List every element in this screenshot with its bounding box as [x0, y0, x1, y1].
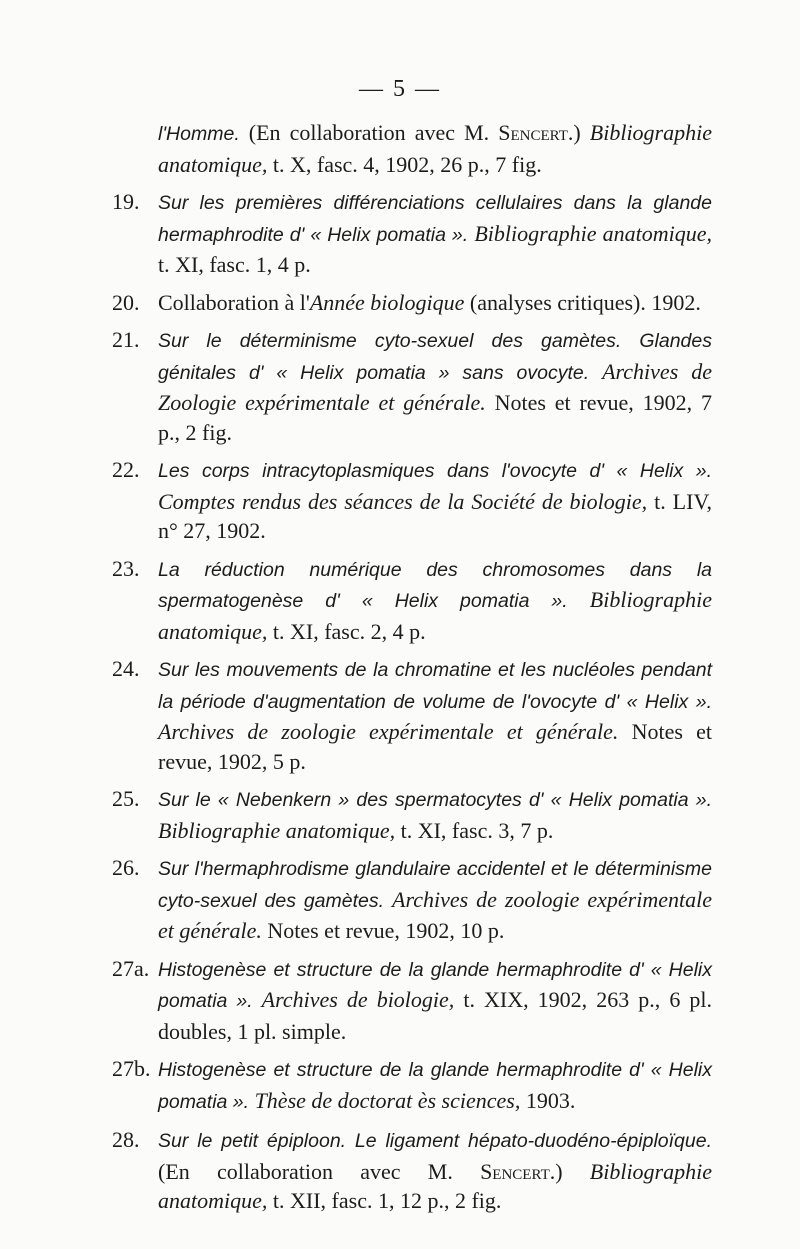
entry-title: Les corps intracytoplasmiques dans l'ovocyte d' « Helix ».	[158, 460, 712, 482]
entry-details: Notes et revue, 1902, 10 p.	[261, 918, 505, 943]
entry-coauthor: Sencert	[480, 1158, 550, 1184]
entry-coauthor: Sencert	[498, 120, 568, 145]
entry-title: Sur le déterminisme cyto-sexuel des gamètes. Glandes génitales d' « Helix pomatia » sans ovocyte.	[158, 330, 712, 384]
entry-number: 23.	[112, 555, 140, 581]
entry-title: Histogenèse et structure de la glande hermaphrodite d' « Helix pomatia ».	[158, 958, 712, 1012]
entry-details: Notes et revue, 1902, 5 p.	[158, 719, 713, 774]
page-number: — 5 —	[359, 76, 441, 102]
entry-journal: Bibliographie anatomique,	[474, 220, 712, 246]
entry-title: Sur les mouvements de la chromatine et les nucléoles pendant la période d'augmentation de volume de l'ovocyte d' « Helix ».	[158, 659, 712, 713]
bibliography-entry	[112, 187, 712, 280]
entry-note-end: .)	[549, 1158, 590, 1184]
entry-journal: Archives de zoologie expérimentale et générale.	[158, 719, 619, 744]
entry-number: 22.	[112, 457, 140, 482]
entry-number: 20.	[112, 289, 140, 315]
entry-journal: Bibliographie anatomique,	[158, 587, 712, 644]
bibliography-entry	[112, 118, 712, 179]
entry-details: t. XI, fasc. 1, 4 p.	[158, 252, 311, 277]
entry-details: t. XI, fasc. 3, 7 p.	[395, 817, 554, 843]
entry-journal: Thèse de doctorat ès sciences,	[254, 1087, 521, 1113]
entry-journal: Bibliographie anatomique,	[158, 120, 712, 177]
entry-number: 27a.	[112, 955, 150, 981]
bibliography-entry	[112, 784, 712, 845]
entry-number: 19.	[112, 189, 140, 214]
bibliography-entry	[112, 654, 712, 776]
entry-number: 28.	[112, 1127, 140, 1152]
bibliography-entry	[112, 455, 712, 546]
bibliography-entry	[112, 853, 712, 946]
entry-journal: Archives de biologie,	[261, 987, 455, 1012]
entry-prefix: Collaboration à l'	[158, 289, 310, 315]
entry-journal: Archives de Zoologie expérimentale et générale.	[158, 358, 713, 415]
entry-title: Sur le « Nebenkern » des spermatocytes d' « Helix pomatia ».	[158, 789, 712, 811]
entry-number: 26.	[112, 855, 140, 880]
entry-journal: Année biologique	[309, 289, 465, 315]
entry-note-end: .)	[567, 120, 590, 145]
entry-details: t. XI, fasc. 2, 4 p.	[267, 618, 426, 644]
entry-title: Sur le petit épiploon. Le ligament hépato-duodéno-épiploïque.	[158, 1130, 712, 1152]
entry-title: l'Homme.	[158, 123, 240, 145]
bibliography-entry	[112, 1125, 712, 1216]
entry-note: (En collaboration avec M.	[239, 120, 499, 145]
entry-number: 24.	[112, 656, 140, 681]
bibliography-entry	[112, 325, 712, 447]
entry-journal: Bibliographie anatomique,	[158, 1158, 712, 1213]
entry-journal: Bibliographie anatomique,	[158, 817, 396, 843]
entry-note: (En collaboration avec M.	[158, 1158, 481, 1184]
entry-details: 1903.	[520, 1087, 576, 1113]
bibliography-entry	[112, 1054, 712, 1117]
entry-details: t. X, fasc. 4, 1902, 26 p., 7 fig.	[267, 151, 542, 177]
entry-details: t. LIV, n° 27, 1902.	[158, 488, 712, 543]
entry-title: Histogenèse et structure de la glande hermaphrodite d' « Helix pomatia ».	[158, 1059, 712, 1113]
entry-details: Notes et revue, 1902, 7 p., 2 fig.	[158, 390, 712, 445]
entry-number: 25.	[112, 786, 140, 811]
entry-title: La réduction numérique des chromosomes dans la spermatogenèse d' « Helix pomatia ».	[158, 558, 712, 612]
entry-journal: Archives de zoologie expérimentale et générale.	[158, 886, 712, 943]
entry-number: 27b.	[112, 1056, 151, 1081]
bibliography-entry	[112, 288, 712, 318]
bibliography-entry	[112, 954, 712, 1047]
entry-details: t. XIX, 1902, 263 p., 6 pl. doubles, 1 pl. simple.	[158, 987, 712, 1044]
bibliography-entry	[112, 554, 712, 647]
entry-number: 21.	[112, 327, 140, 352]
entry-title: Sur les premières différenciations cellulaires dans la glande hermaphrodite d' « Helix pomatia ».	[158, 192, 712, 246]
entry-details: t. XII, fasc. 1, 12 p., 2 fig.	[267, 1188, 502, 1213]
entry-title: Sur l'hermaphrodisme glandulaire accidentel et le déterminisme cyto-sexuel des gamètes.	[158, 858, 712, 912]
entry-details: (analyses critiques). 1902.	[464, 289, 701, 315]
bibliography-list	[112, 118, 712, 1224]
entry-journal: Comptes rendus des séances de la Société de biologie,	[158, 488, 648, 514]
